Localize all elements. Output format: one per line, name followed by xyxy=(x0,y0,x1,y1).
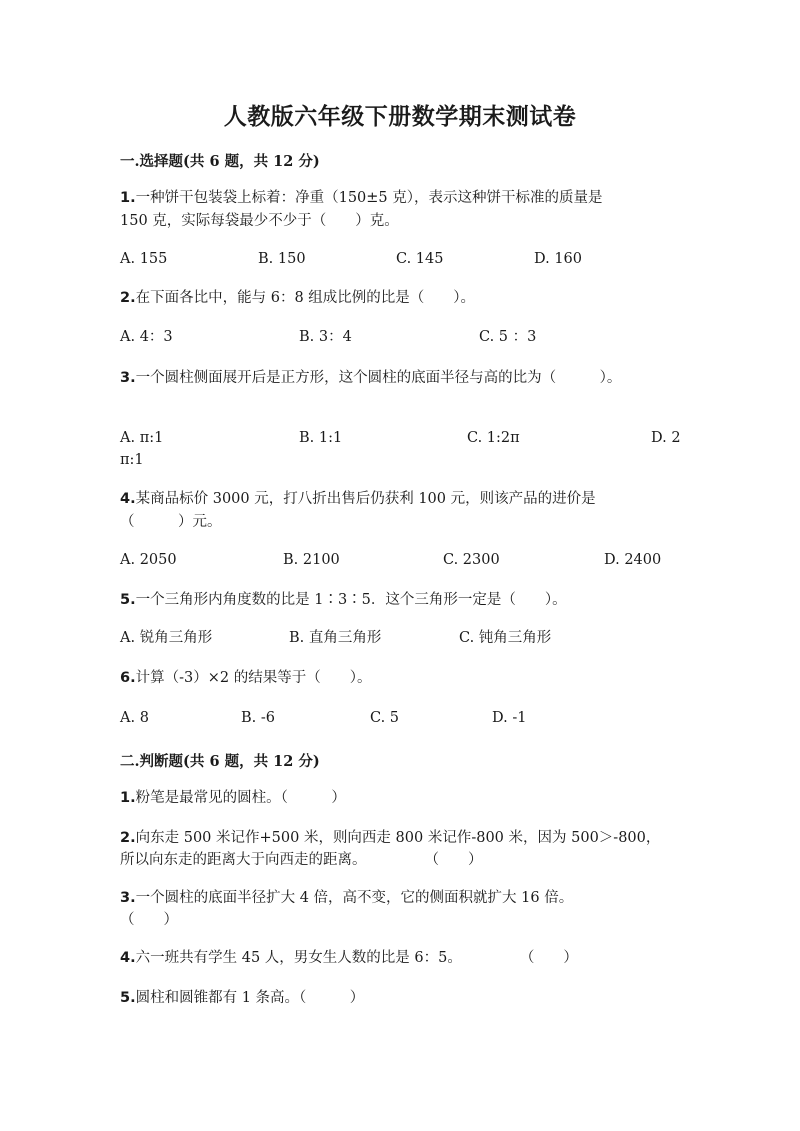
question-number: 5. xyxy=(120,990,136,1006)
option-d: D. -1 xyxy=(492,710,527,726)
option-b: B. 1:1 xyxy=(299,430,343,446)
section-heading-judge: 二.判断题(共 6 题，共 12 分) xyxy=(120,753,320,770)
question-number: 2. xyxy=(120,830,136,846)
option-a: A. 8 xyxy=(120,710,149,726)
judge-4-text xyxy=(120,948,578,968)
option-a: A. π:1 xyxy=(120,430,164,446)
question-text: 计算（-3）×2 的结果等于（ ）。 xyxy=(135,670,372,686)
question-4-text-cont: （ ）元。 xyxy=(120,514,222,530)
option-c: C. 5 xyxy=(370,710,400,726)
question-text: 粉笔是最常见的圆柱。（ ） xyxy=(135,790,346,806)
option-b: B. 150 xyxy=(258,251,306,267)
question-text: 在下面各比中，能与 6：8 组成比例的比是（ ）。 xyxy=(135,290,476,306)
question-4-text xyxy=(120,489,596,509)
option-c: C. 2300 xyxy=(443,552,500,568)
option-d: D. 160 xyxy=(534,251,583,267)
option-a: A. 4：3 xyxy=(120,329,173,345)
section-heading-choice: 一.选择题(共 6 题，共 12 分) xyxy=(120,153,320,170)
question-text: 向东走 500 米记作+500 米，则向西走 800 米记作-800 米，因为 500＞-800， xyxy=(135,830,661,846)
question-number: 6. xyxy=(120,670,136,686)
option-a: A. 155 xyxy=(120,251,168,267)
question-number: 4. xyxy=(120,950,136,966)
option-c: C. 5 ：3 xyxy=(479,329,537,345)
question-text: 一个圆柱侧面展开后是正方形，这个圆柱的底面半径与高的比为（ ）。 xyxy=(135,370,622,386)
judge-3-text xyxy=(120,888,573,908)
question-number: 2. xyxy=(120,290,136,306)
question-text: 圆柱和圆锥都有 1 条高。（ ） xyxy=(135,990,365,1006)
question-6-text xyxy=(120,668,371,688)
judge-2-text-cont: 所以向东走的距离大于向西走的距离。 （ ） xyxy=(120,852,483,868)
option-b: B. 直角三角形 xyxy=(289,630,382,646)
option-d-wrap: π:1 xyxy=(120,452,144,468)
question-number: 3. xyxy=(120,890,136,906)
judge-3-text-cont: （ ） xyxy=(120,912,178,928)
question-2-text xyxy=(120,288,475,308)
option-b: B. 2100 xyxy=(283,552,340,568)
option-d: D. 2400 xyxy=(604,552,662,568)
question-text: 六一班共有学生 45 人，男女生人数的比是 6：5。 （ ） xyxy=(135,950,578,966)
question-3-text xyxy=(120,368,621,388)
question-number: 1. xyxy=(120,790,136,806)
judge-1-text xyxy=(120,788,346,808)
question-text: 某商品标价 3000 元，打八折出售后仍获利 100 元，则该产品的进价是 xyxy=(135,491,596,507)
question-number: 5. xyxy=(120,592,136,608)
question-number: 1. xyxy=(120,190,136,206)
question-text: 一个三角形内角度数的比是 1∶3∶5．这个三角形一定是（ ）。 xyxy=(135,592,567,608)
question-number: 3. xyxy=(120,370,136,386)
option-c: C. 1:2π xyxy=(467,430,520,446)
question-text: 一个圆柱的底面半径扩大 4 倍，高不变，它的侧面积就扩大 16 倍。 xyxy=(135,890,574,906)
judge-5-text xyxy=(120,988,364,1008)
option-b: B. 3：4 xyxy=(299,329,352,345)
question-text: 一种饼干包装袋上标着：净重（150±5 克），表示这种饼干标准的质量是 xyxy=(135,190,603,206)
question-1-text-cont: 150 克，实际每袋最少不少于（ ）克。 xyxy=(120,213,399,229)
option-c: C. 钝角三角形 xyxy=(459,630,552,646)
question-number: 4. xyxy=(120,491,136,507)
option-d: D. 2 xyxy=(651,430,681,446)
question-5-text xyxy=(120,590,567,610)
option-a: A. 锐角三角形 xyxy=(120,630,213,646)
judge-2-text xyxy=(120,828,660,848)
option-a: A. 2050 xyxy=(120,552,177,568)
option-b: B. -6 xyxy=(241,710,275,726)
option-c: C. 145 xyxy=(396,251,444,267)
page-title: 人教版六年级下册数学期末测试卷 xyxy=(223,103,577,130)
question-1-text xyxy=(120,188,603,208)
